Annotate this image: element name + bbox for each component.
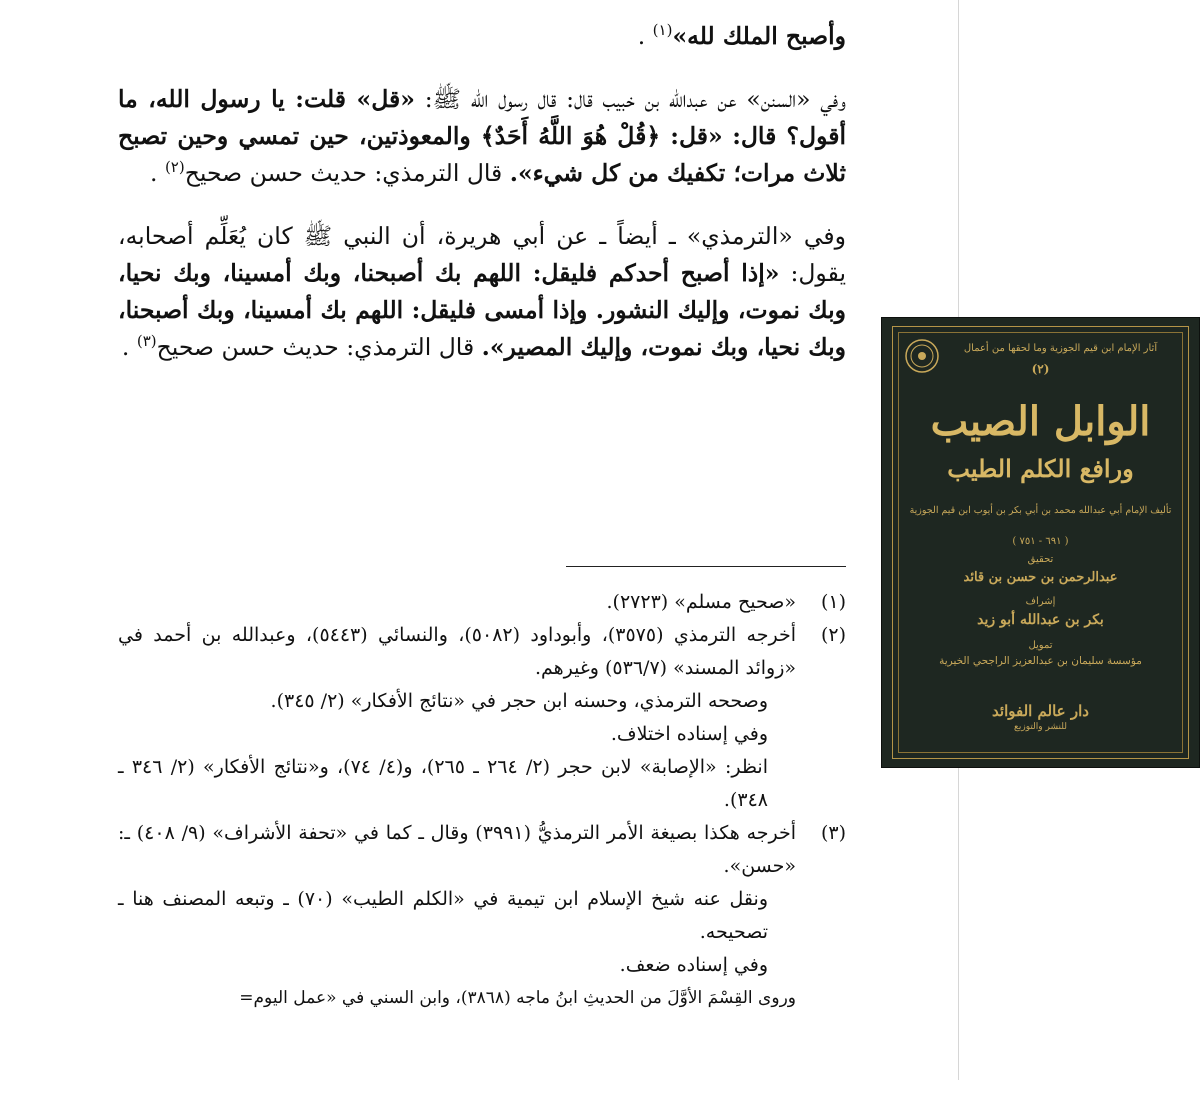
paragraph-3-intro: وفي «الترمذي» ـ أيضاً ـ عن أبي هريرة، أن النبي ﷺ كان يُعَلِّم أصحابه، يقول: [118,222,846,287]
cover-editor: عبدالرحمن بن حسن بن قائد [963,570,1118,585]
hadith-text: وأصبح الملك لله» [672,22,846,50]
footnote-1 [118,586,846,619]
cover-author: تأليف الإمام أبي عبدالله محمد بن أبي بكر بن أيوب ابن قيم الجوزية [909,505,1172,516]
paragraph-2-question: «قل» قلت: يا رسول الله، ما أقول؟ قال: [118,85,846,150]
cover-years: ( ٦٩١ - ٧٥١ ) [1012,536,1069,547]
cover-funder: مؤسسة سليمان بن عبدالعزيز الراجحي الخيرية [939,655,1142,667]
footnote-line: وفي إسناده ضعف. [619,954,768,976]
footnote-text: أخرجه الترمذي (٣٥٧٥)، وأبوداود (٥٠٨٢)، والنسائي (٥٤٤٣)، وعبدالله بن أحمد في «زوائد المسند» (٥٣٦/٧) وغيرهم. [118,624,796,679]
footnote-2 [118,619,846,685]
footnote-ref-1: (١) [652,21,673,40]
footnote-line: وصححه الترمذي، وحسنه ابن حجر في «نتائج الأفكار» (٢/ ٣٤٥). [270,690,768,712]
paragraph-1: وأصبح الملك لله»$^{(١)}$ . [637,21,846,50]
footnote-text: أخرجه هكذا بصيغة الأمر الترمذيُّ (٣٩٩١) وقال ـ كما في «تحفة الأشراف» (٩/ ٤٠٨) ـ: «حسن». [118,822,797,877]
paragraph-2-intro: وفي «السنن» عن عبدالله بن خبيب قال: قال رسول الله ﷺ: [424,85,846,113]
footnote-text: «صحيح مسلم» (٢٧٢٣). [606,591,796,613]
footnote-line: ونقل عنه شيخ الإسلام ابن تيمية في «الكلم الطيب» (٧٠) ـ وتبعه المصنف هنا ـ تصحيحه. [118,888,768,943]
footnote-divider [566,566,846,567]
footnote-line: وفي إسناده اختلاف. [610,723,768,745]
footnote-ref-3: (٣) [136,332,157,351]
book-cover [882,318,1199,767]
cover-publisher-sub: للنشر والتوزيع [1014,722,1067,732]
cover-tahqiq-label: تحقيق [1027,554,1054,565]
grading-text: قال الترمذي: حديث حسن صحيح [184,159,510,187]
footnote-line: انظر: «الإصابة» لابن حجر (٢/ ٢٦٤ ـ ٢٦٥)، و(٤/ ٧٤)، و«نتائج الأفكار» (٢/ ٣٤٦ ـ ٣٤٨). [118,756,768,811]
footnote-line: وروى القِسْمَ الأوَّلَ من الحديثِ ابنُ ماجه (٣٨٦٨)، وابن السني في «عمل اليوم= [239,988,796,1008]
paragraph-3: وفي «الترمذي» ـ أيضاً ـ عن أبي هريرة، أن النبي ﷺ كان يُعَلِّم أصحابه، يقول: «إذا أصبح أحدكم فليقل: اللهم بك أصبحنا، وبك أمسينا، وبك نحيا، وبك نموت، وإليك النشور. وإذا أمسى فليقل: اللهم بك أمسينا، وبك أصبحنا، وبك نحيا، وبك نموت، وإليك المصير». قال الترمذي: حديث حسن صحيح$^{(٣)}$ . [118,222,846,361]
hadith-text: «إذا أصبح أحدكم فليقل: اللهم بك أصبحنا، وبك أمسينا، وبك نحيا، وبك نموت، وإليك النشور. وإذا أمسى فليقل: اللهم بك أمسينا، وبك أصبحنا، وبك نحيا، وبك نموت، وإليك المصير». [118,259,846,361]
cover-series: آثار الإمام ابن قيم الجوزية وما لحقها من أعمال [963,343,1158,354]
footnote-number: (٣) [820,822,846,844]
footnote-3 [118,817,846,883]
footnote-number: (١) [820,591,846,613]
paragraph-2: وفي «السنن» عن عبدالله بن خبيب قال: قال رسول الله ﷺ: «قل» قلت: يا رسول الله، ما أقول؟ قال: «قل: ﴿قُلْ هُوَ اللَّهُ أَحَدٌ﴾ والمعوذتين، حين تمسي وحين تصبح ثلاث مرات؛ تكفيك من كل شيء». قال الترمذي: حديث حسن صحيح$^{(٢)}$ . [118,85,846,187]
footnote-ref-2: (٢) [164,158,185,177]
footnotes [118,586,846,1015]
cover-title: الوابل الصيب [930,398,1151,445]
footnote-number: (٢) [820,624,846,646]
cover-supervision-label: إشراف [1025,596,1056,607]
grading-text: قال الترمذي: حديث حسن صحيح [156,333,482,361]
main-text [118,18,846,366]
cover-volume: (٢) [1031,362,1050,376]
cover-funding-label: تمويل [1028,640,1053,651]
cover-supervisor: بكر بن عبدالله أبو زيد [977,612,1104,628]
cover-subtitle: ورافع الكلم الطيب [947,454,1134,483]
hadith-text: «قل: ﴿قُلْ هُوَ اللَّهُ أَحَدٌ﴾ والمعوذتين، حين تمسي وحين تصبح ثلاث مرات؛ تكفيك من كل شيء». [118,122,846,187]
cover-publisher: دار عالم الفوائد [992,702,1089,720]
